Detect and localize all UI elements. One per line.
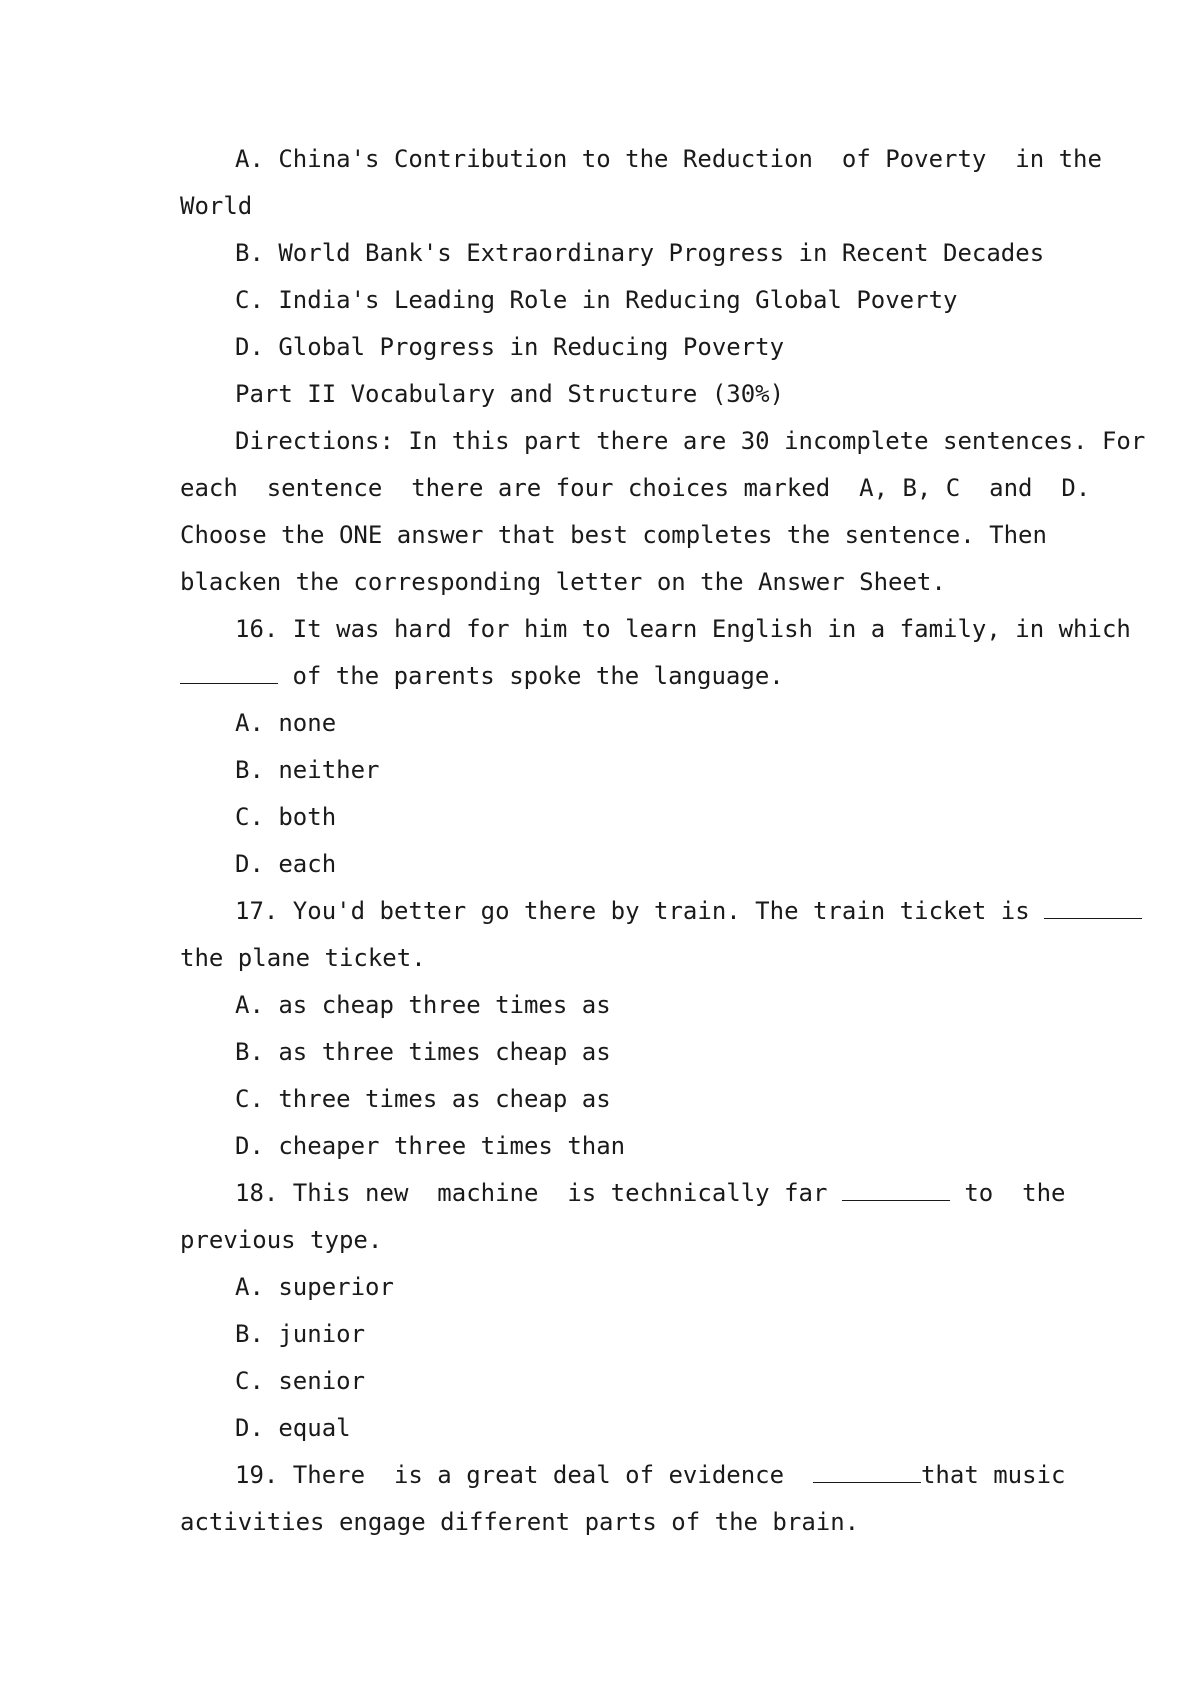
q18-option-a: A. superior [235,1273,394,1301]
q18-stem-line1-end: to the [949,1179,1066,1207]
q18-option-d: D. equal [235,1414,351,1442]
exam-page [180,136,1146,1546]
q17-option-b: B. as three times cheap as [235,1038,611,1066]
q17-option-a: A. as cheap three times as [235,991,611,1019]
q18-option-c: C. senior [235,1367,366,1395]
q15-option-a-line2: World [180,192,253,220]
q16-stem-line2 [180,653,1100,700]
part2-heading: Part II Vocabulary and Structure (30%) [235,380,785,408]
answer-blank [813,1458,921,1483]
q16-option-d: D. each [235,850,337,878]
q19-stem-line1 [180,1452,1100,1499]
q15-option-d: D. Global Progress in Reducing Poverty [235,333,785,361]
q15-option-b: B. World Bank's Extraordinary Progress in Recent Decades [235,239,1045,267]
directions-line3: Choose the ONE answer that best completes the sentence. Then [180,521,1047,549]
q16-option-b: B. neither [235,756,380,784]
q18-stem-line1-text: 18. This new machine is technically far [235,1179,842,1207]
q17-stem-line2: the plane ticket. [180,944,426,972]
q17-option-c: C. three times as cheap as [235,1085,611,1113]
directions-line1: Directions: In this part there are 30 incomplete sentences. For [235,427,1146,455]
q16-option-a: A. none [235,709,337,737]
q18-stem-line1 [180,1170,1100,1217]
q17-stem-line1-text: 17. You'd better go there by train. The train ticket is [235,897,1045,925]
q15-option-c: C. India's Leading Role in Reducing Global Poverty [235,286,958,314]
q18-stem-line2: previous type. [180,1226,383,1254]
q16-stem-line2-text: of the parents spoke the language. [278,662,784,690]
directions-line2: each sentence there are four choices marked A, B, C and D. [180,474,1091,502]
q19-stem-line2: activities engage different parts of the brain. [180,1508,860,1536]
q18-option-b: B. junior [235,1320,366,1348]
q19-stem-line1-text: 19. There is a great deal of evidence [235,1461,813,1489]
answer-blank [842,1176,950,1201]
answer-blank [1044,894,1142,919]
answer-blank [180,659,278,684]
directions-line4: blacken the corresponding letter on the Answer Sheet. [180,568,946,596]
q16-option-c: C. both [235,803,337,831]
q16-stem-line1: 16. It was hard for him to learn English in a family, in which [235,615,1131,643]
q17-option-d: D. cheaper three times than [235,1132,626,1160]
q17-stem-line1 [180,888,1100,935]
q15-option-a-line1: A. China's Contribution to the Reduction of Poverty in the [235,145,1102,173]
q19-stem-line1-end: that music [920,1461,1066,1489]
